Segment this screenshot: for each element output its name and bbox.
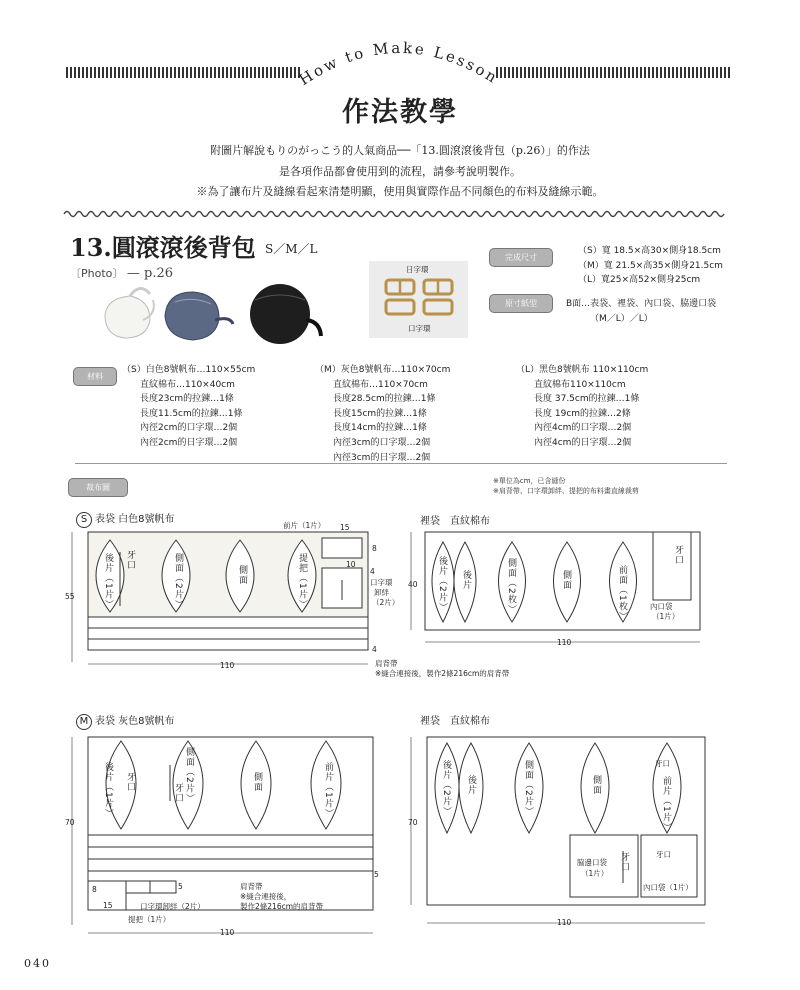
s-outer-tab2: 卸絆 — [374, 588, 389, 597]
page-title: 作法教學 — [342, 97, 458, 128]
section-divider — [75, 463, 727, 464]
material-m-3: 長度28.5cm的拉鍊…1條 — [333, 394, 436, 405]
s-outer-side2: 側面 — [237, 565, 247, 585]
m-outer-side: 側面（2片） — [184, 747, 194, 804]
m-lining-side2: 側面 — [591, 775, 601, 795]
m-lining-mouth3: 牙口 — [619, 852, 629, 872]
material-m-4: 長度15cm的拉鍊…1條 — [333, 408, 427, 419]
s-outer-strap-note: ※縫合連接後，製作2條216cm的肩背帶 — [375, 669, 510, 678]
header-stripe-left — [66, 67, 302, 78]
project-sizes: S／M／L — [265, 242, 318, 256]
bag-photos — [95, 280, 335, 345]
s-lining-side: 側面（2枚） — [506, 558, 516, 615]
m-outer-front: 前片（1片） — [323, 762, 333, 819]
material-s-6: 內徑2cm的日字環…2個 — [140, 437, 238, 448]
m-outer-height: 70 — [65, 818, 75, 827]
finished-size-s: （S）寬 18.5×高30×側身18.5cm — [578, 246, 721, 256]
photo-reference — [70, 265, 173, 281]
s-outer-tab-qty: （2片） — [372, 598, 400, 607]
materials-l — [516, 363, 648, 451]
material-l-4: 長度 19cm的拉鍊…2條 — [534, 408, 631, 419]
s-outer-d8: 8 — [372, 544, 377, 553]
m-lining-title: 裡袋 直紋棉布 — [420, 716, 490, 727]
arc-title — [280, 18, 520, 98]
m-outer-d15: 15 — [103, 901, 113, 910]
s-lining-height: 40 — [408, 580, 418, 589]
material-s-2: 直紋棉布…110×40cm — [140, 379, 235, 390]
m-lining-side: 側面（2片） — [523, 760, 533, 817]
material-l-6: 內徑4cm的日字環…2個 — [534, 437, 632, 448]
pattern-info — [566, 297, 716, 326]
s-outer-d10: 10 — [346, 560, 356, 569]
m-outer-diagram — [60, 725, 390, 945]
m-lining-mouth2: 牙口 — [656, 850, 671, 859]
intro-line-3: ※為了讓布片及縫線看起來清楚明顯，使用與實際作品不同顏色的布料及縫線示範。 — [196, 185, 604, 198]
s-outer-title-text: 表袋 白色8號帆布 — [95, 514, 175, 525]
m-outer-side2: 側面 — [252, 772, 262, 792]
s-lining-front: 前面（1枚） — [617, 565, 627, 622]
finished-size-m: （M）寬 21.5×高35×側身21.5cm — [578, 260, 723, 271]
finished-sizes — [578, 244, 723, 288]
m-lining-side-pocket: 脇邊口袋 — [577, 858, 607, 867]
m-lining-width: 110 — [557, 918, 572, 927]
s-outer-tab: 口字環 — [370, 578, 393, 587]
materials-s — [122, 363, 255, 451]
material-m-5: 長度14cm的拉鍊…1條 — [333, 423, 427, 434]
m-outer-d5b: 5 — [374, 870, 379, 879]
finished-size-tag: 完成尺寸 — [489, 248, 553, 267]
material-m-1: （M）灰色8號帆布…110×70cm — [315, 365, 451, 375]
m-outer-handle: 提把（1片） — [128, 915, 171, 924]
arc-title-text: How to Make Lesson — [295, 38, 502, 89]
material-l-5: 內徑4cm的口字環…2個 — [534, 423, 632, 434]
m-outer-width: 110 — [220, 928, 235, 937]
m-outer-mouth2: 牙口 — [173, 783, 183, 803]
material-m-6: 內徑3cm的口字環…2個 — [333, 437, 431, 448]
svg-text:How to Make Lesson — [296, 39, 502, 89]
m-outer-strap: 肩背帶 — [240, 882, 263, 891]
material-l-1: （L）黑色8號帆布 110×110cm — [516, 365, 649, 375]
material-l-3: 長度 37.5cm的拉鍊…1條 — [534, 394, 640, 405]
s-lining-back2: 後片 — [461, 570, 471, 590]
m-outer-back: 後片（1片） — [103, 762, 113, 819]
s-lining-mouth: 牙口 — [673, 545, 683, 565]
materials-m — [315, 363, 450, 465]
s-outer-back: 後片（1片） — [103, 553, 113, 610]
pattern-tag: 原寸紙型 — [489, 294, 553, 313]
page-number: 040 — [24, 957, 51, 970]
material-m-2: 直紋棉布…110×70cm — [333, 379, 428, 390]
project-title: 13.圓滾滾後背包 — [70, 233, 256, 262]
m-outer-strap-note2: 製作2條216cm的肩背帶 — [240, 902, 324, 911]
intro-line-2: 是各項作品都會使用到的流程，請參考說明製作。 — [279, 165, 521, 178]
layout-note-1: ※單位為cm，已含縫份 — [493, 477, 566, 485]
s-outer-mouth: 牙口 — [125, 550, 135, 570]
black-bag-photo — [250, 284, 321, 344]
header-stripe-right — [496, 67, 732, 78]
m-lining-back: 後片（2片） — [441, 760, 451, 817]
m-lining-pocket: 內口袋（1片） — [643, 883, 693, 892]
ring-label-top: 日字環 — [406, 265, 429, 274]
m-outer-tab: 口字環卸絆（2片） — [140, 902, 205, 911]
size-s-circle: S — [76, 512, 92, 528]
s-lining-pocket: 內口袋 — [650, 602, 673, 611]
photo-page: — p.26 — [126, 266, 174, 281]
gray-bag-photo — [165, 292, 233, 340]
photo-label: 〔Photo〕 — [70, 267, 124, 280]
s-outer-d4: 4 — [370, 567, 375, 576]
s-outer-front: 前片（1片） — [283, 521, 326, 530]
m-lining-side-pocket-qty: （1片） — [581, 869, 609, 878]
finished-size-l: （L）寬25×高52×側身25cm — [578, 275, 701, 286]
material-s-5: 內徑2cm的口字環…2個 — [140, 423, 238, 434]
m-lining-height: 70 — [408, 818, 418, 827]
size-m-circle: M — [76, 714, 92, 730]
s-outer-strap: 肩背帶 — [375, 659, 398, 668]
white-bag-photo — [105, 288, 154, 338]
s-outer-width: 110 — [220, 661, 235, 670]
s-outer-d15: 15 — [340, 523, 350, 532]
layout-note-2: ※肩背帶、口字環卸絆、提把的布料畫直線裁剪 — [493, 487, 639, 495]
material-s-3: 長度23cm的拉鍊…1條 — [140, 394, 234, 405]
m-outer-d8: 8 — [92, 885, 97, 894]
cutting-layout-tag: 裁布圖 — [68, 478, 128, 497]
ring-label-bottom: 口字環 — [408, 324, 431, 333]
m-lining-front: 前片（1片） — [661, 776, 671, 833]
s-lining-pocket-qty: （1片） — [652, 612, 680, 621]
wave-divider — [64, 208, 724, 220]
m-outer-strap-note: ※縫合連接後， — [240, 892, 292, 901]
s-lining-width: 110 — [557, 638, 572, 647]
s-lining-title: 裡袋 直紋棉布 — [420, 516, 490, 527]
s-outer-d4b: 4 — [372, 645, 377, 654]
material-l-2: 直紋棉布110×110cm — [534, 379, 626, 390]
s-outer-height: 55 — [65, 592, 75, 601]
s-outer-side: 側面（2片） — [173, 553, 183, 610]
material-s-1: （S）白色8號帆布…110×55cm — [122, 365, 256, 375]
s-outer-handle: 提把（1片） — [297, 553, 307, 610]
s-lining-back: 後片（2片） — [437, 556, 447, 613]
m-lining-back2: 後片 — [466, 775, 476, 795]
m-lining-mouth: 牙口 — [655, 759, 670, 768]
intro-line-1: 附圖片解說もりのがっこう的人氣商品──「13.圓滾滾後背包（p.26）」的作法 — [210, 144, 590, 157]
m-outer-title-text: 表袋 灰色8號帆布 — [95, 716, 175, 727]
pattern-sizes: （M／L）／L） — [590, 313, 653, 324]
s-lining-side2: 側面 — [561, 570, 571, 590]
materials-tag: 材料 — [73, 367, 117, 386]
material-m-7: 內徑3cm的日字環…2個 — [333, 452, 431, 463]
ring-hardware — [380, 272, 460, 322]
m-outer-d5: 5 — [178, 882, 183, 891]
m-outer-mouth: 牙口 — [125, 772, 135, 792]
pattern-sheet: B面…表袋、裡袋、內口袋、脇邊口袋 — [566, 299, 717, 309]
material-s-4: 長度11.5cm的拉鍊…1條 — [140, 408, 243, 419]
